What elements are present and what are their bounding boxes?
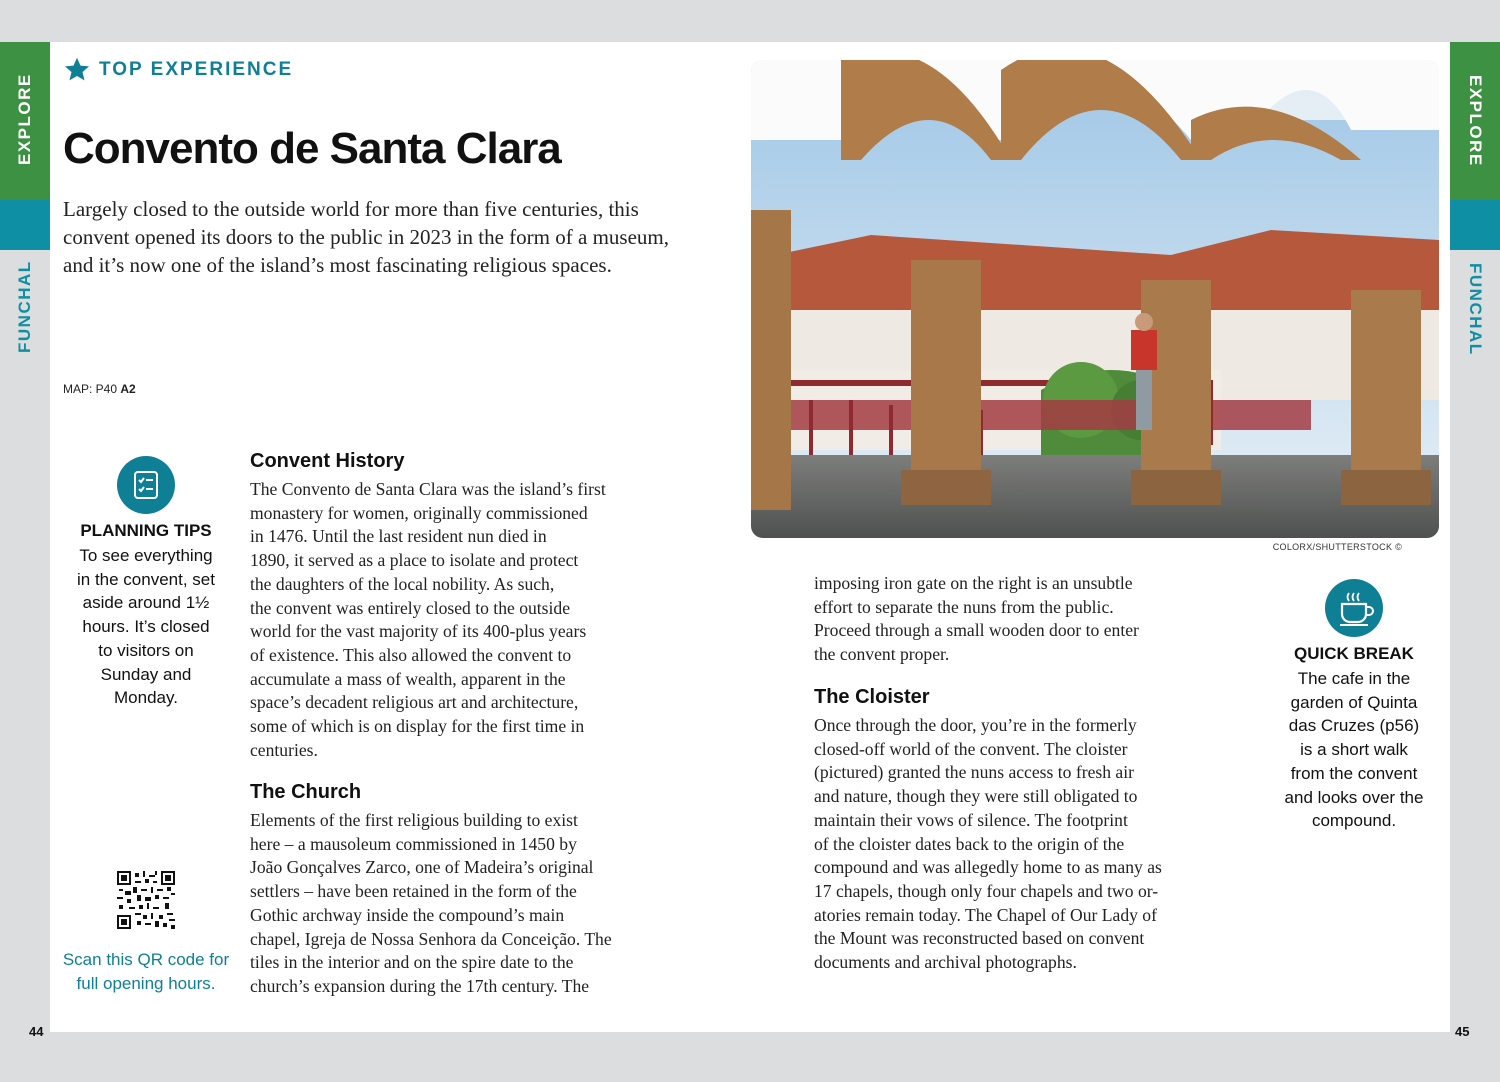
- funchal-tab-label-right: FUNCHAL: [1466, 263, 1485, 356]
- church-text-continued: imposing iron gate on the right is an unsubtle effort to separate the nuns from the public. Proceed through a small wooden door to enter the convent proper.: [814, 573, 1139, 665]
- planning-tips-title: PLANNING TIPS: [80, 521, 212, 540]
- cloister-photo: [751, 60, 1439, 538]
- top-experience-text: TOP EXPERIENCE: [99, 58, 294, 80]
- quick-break-title: QUICK BREAK: [1294, 644, 1414, 663]
- qr-caption: Scan this QR code for full opening hours.: [62, 950, 230, 993]
- explore-tab-right: [1450, 42, 1500, 200]
- intro-paragraph: Largely closed to the outside world for more than five centuries, this convent opened its doors to the public in 2023 in the form of a museum, and it’s now one of the island’s most fascinating religious spaces.: [63, 197, 669, 277]
- photo-credit: COLORX/SHUTTERSTOCK ©: [1272, 542, 1402, 552]
- cloister-illustration: [751, 60, 1439, 538]
- church-heading: The Church: [250, 781, 362, 803]
- top-experience-label: [63, 56, 293, 83]
- qr-code[interactable]: [117, 871, 175, 929]
- explore-tab-label: EXPLORE: [15, 73, 34, 165]
- convent-history-heading: Convent History: [250, 450, 405, 472]
- map-reference-grid: A2: [120, 382, 136, 396]
- quick-break-text: The cafe in the garden of Quinta das Cruzes (p56) is a short walk from the convent and looks over the compound.: [1284, 669, 1424, 831]
- church-text: Elements of the first religious building to exist here – a mausoleum commissioned in 1450 by João Gonçalves Zarco, one of Madeira’s original settlers – have been retained in the form of the Gothic archway inside the compound’s main chapel, Igreja de Nossa Senhora da Conceição. The tiles in the interior and on the spire date to the church’s expansion during the 17th century. The: [250, 810, 612, 996]
- map-reference: [63, 382, 136, 396]
- cloister-heading: The Cloister: [814, 686, 930, 708]
- planning-tips-icon: [117, 456, 175, 514]
- convent-history-text: The Convento de Santa Clara was the island’s first monastery for women, originally commissioned in 1476. Until the last resident nun died in 1890, it served as a place to isolate and protect the daughters of the local nobility. As such, the convent was entirely closed to the outside world for the vast majority of its 400-plus years of existence. This also allowed the convent to accumulate a mass of wealth, apparent in the space’s decadent religious art and architecture, some of which is on display for the first time in centuries.: [250, 479, 606, 760]
- planning-tips-text: To see everything in the convent, set aside around 1½ hours. It’s closed to visitors on Sunday and Monday.: [77, 546, 215, 708]
- funchal-tab-marker-left: [0, 200, 50, 250]
- coffee-cup-icon: [1325, 579, 1383, 637]
- page-number-right: 45: [1455, 1024, 1470, 1039]
- checklist-icon: [117, 456, 175, 514]
- explore-tab-left: [0, 42, 50, 200]
- funchal-tab-marker-right: [1450, 200, 1500, 250]
- funchal-tab-label-left: FUNCHAL: [15, 260, 34, 353]
- page-title: Convento de Santa Clara: [63, 124, 561, 173]
- cloister-text: Once through the door, you’re in the formerly closed-off world of the convent. The cloister (pictured) granted the nuns access to fresh air and nature, though they were still obligated to maintain their vows of silence. The footprint of the cloister dates back to the origin of the compound and was allegedly home to as many as 17 chapels, though only four chapels and two or- atories remain today. The Chapel of Our Lady of the Mount was reconstructed based on convent documents and archival photographs.: [814, 715, 1162, 973]
- explore-tab-label-right: EXPLORE: [1466, 75, 1485, 167]
- page-number-left: 44: [29, 1024, 44, 1039]
- star-icon: [63, 56, 91, 83]
- map-reference-label: MAP: P40: [63, 382, 118, 396]
- quick-break-icon: [1325, 579, 1383, 637]
